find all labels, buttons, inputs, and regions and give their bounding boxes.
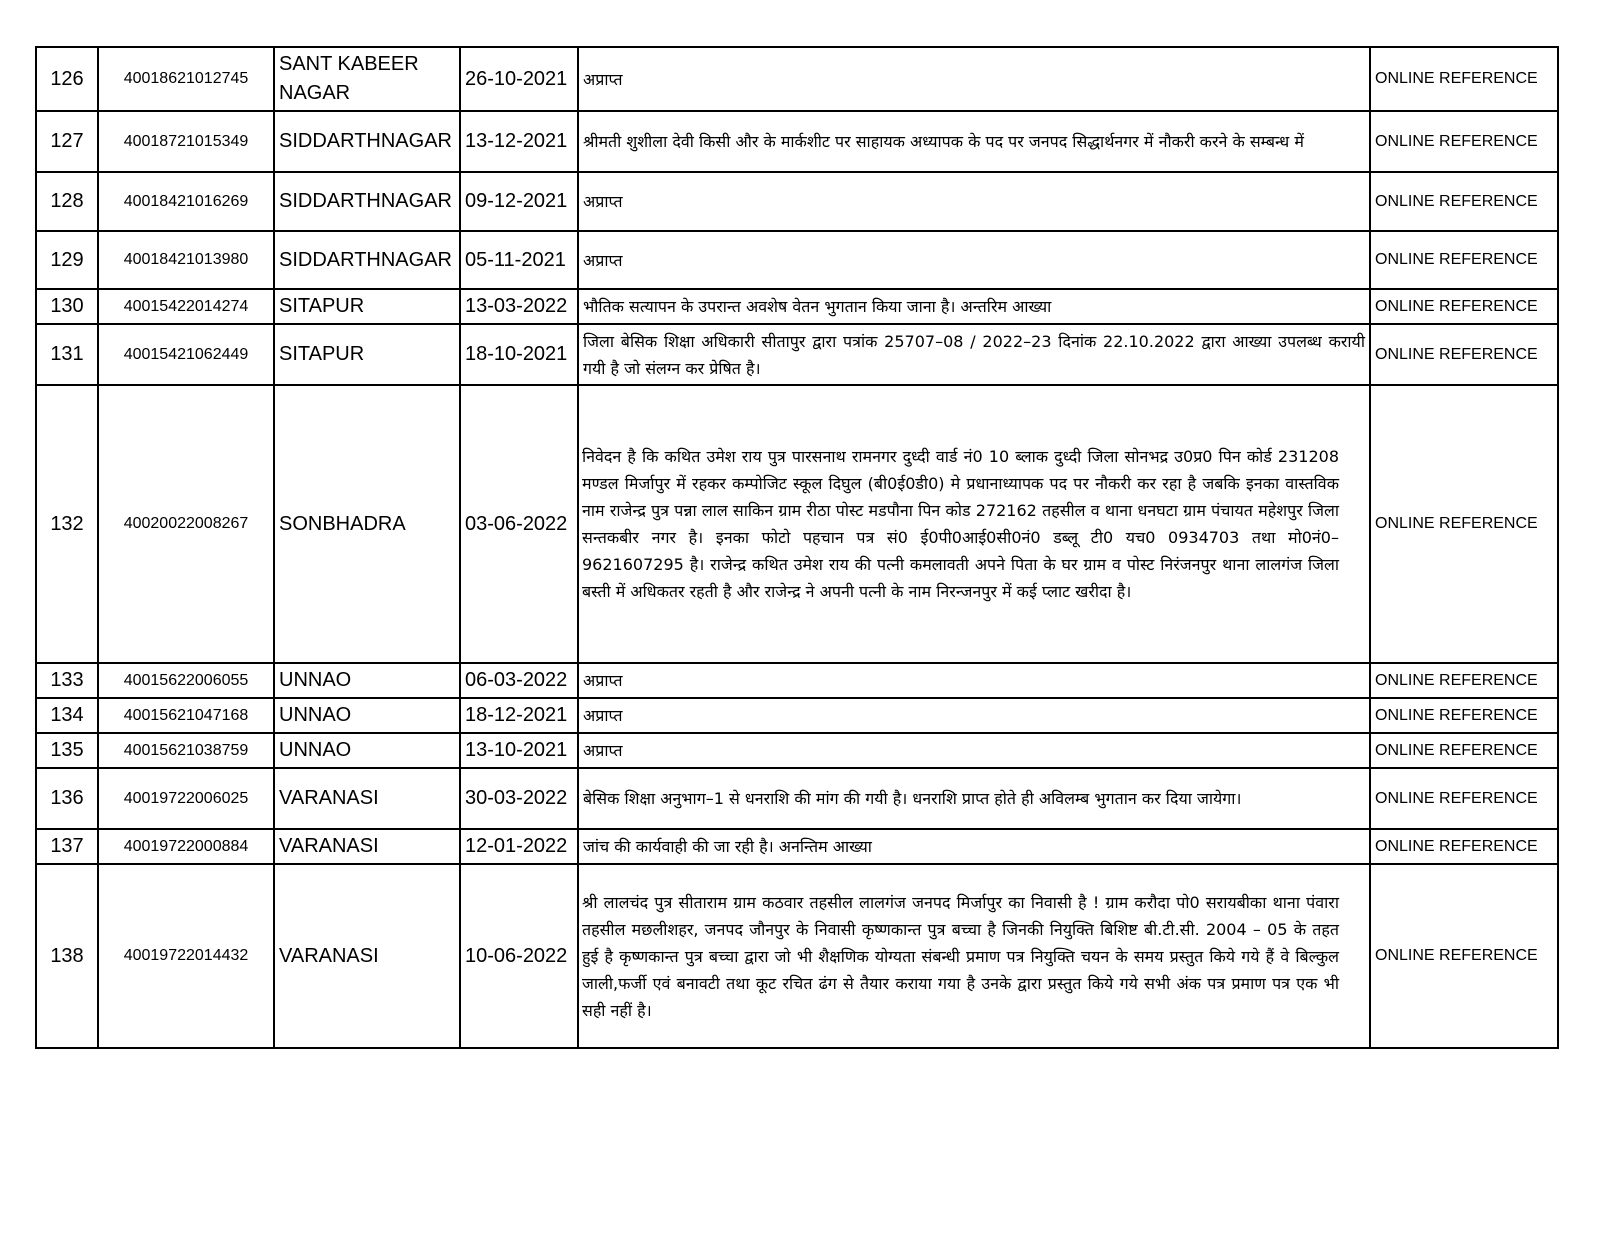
date: 13-10-2021 xyxy=(460,733,578,768)
date: 18-12-2021 xyxy=(460,698,578,733)
table-row xyxy=(36,829,1558,864)
district: SONBHADRA xyxy=(274,385,460,663)
remark: जिला बेसिक शिक्षा अधिकारी सीतापुर द्वारा पत्रांक 25707–08 / 2022–23 दिनांक 22.10.2022 द्वारा आख्या उपलब्ध करायी गयी है जो संलग्न कर प्रेषित है। xyxy=(578,324,1370,385)
remark: बेसिक शिक्षा अनुभाग–1 से धनराशि की मांग की गयी है। धनराशि प्राप्त होते ही अविलम्ब भुगतान कर दिया जायेगा। xyxy=(578,768,1370,829)
remark: भौतिक सत्यापन के उपरान्त अवशेष वेतन भुगतान किया जाना है। अन्तरिम आख्या xyxy=(578,289,1370,324)
date: 12-01-2022 xyxy=(460,829,578,864)
date: 03-06-2022 xyxy=(460,385,578,663)
date: 06-03-2022 xyxy=(460,663,578,698)
table-row xyxy=(36,289,1558,324)
table-row xyxy=(36,111,1558,172)
district: UNNAO xyxy=(274,663,460,698)
reference-number: 40015621047168 xyxy=(98,698,274,733)
table-row xyxy=(36,231,1558,289)
date: 13-12-2021 xyxy=(460,111,578,172)
district: SIDDARTHNAGAR xyxy=(274,172,460,231)
district: UNNAO xyxy=(274,733,460,768)
remark: श्रीमती शुशीला देवी किसी और के मार्कशीट पर साहायक अध्यापक के पद पर जनपद सिद्धार्थनगर में नौकरी करने के सम्बन्ध में xyxy=(578,111,1370,172)
reference-number: 40019722006025 xyxy=(98,768,274,829)
remark: श्री लालचंद पुत्र सीताराम ग्राम कठवार तहसील लालगंज जनपद मिर्जापुर का निवासी है ! ग्राम करौदा पो0 सरायबीका थाना पंवारा तहसील मछलीशहर, जनपद जौनपुर के निवासी कृष्णकान्त पुत्र बच्चा है जिनकी नियुक्ति बिशिष्ट बी.टी.सी. 2004 – 05 के तहत हुई है कृष्णकान्त पुत्र बच्चा द्वारा जो भी शैक्षणिक योग्यता संबन्धी प्रमाण पत्र नियुक्ति चयन के समय प्रस्तुत किये गये हैं वे बिल्कुल जाली,फर्जी एवं बनावटी तथा कूट रचित ढंग से तैयार कराया गया है उनके द्वारा प्रस्तुत किये गये सभी अंक पत्र प्रमाण पत्र एक भी सही नहीं है। xyxy=(578,864,1370,1048)
status: ONLINE REFERENCE xyxy=(1370,289,1558,324)
date: 05-11-2021 xyxy=(460,231,578,289)
reference-number: 40015622006055 xyxy=(98,663,274,698)
district: VARANASI xyxy=(274,768,460,829)
date: 30-03-2022 xyxy=(460,768,578,829)
district: SITAPUR xyxy=(274,289,460,324)
remark: जांच की कार्यवाही की जा रही है। अनन्तिम आख्या xyxy=(578,829,1370,864)
serial-number: 137 xyxy=(36,829,98,864)
date: 09-12-2021 xyxy=(460,172,578,231)
serial-number: 138 xyxy=(36,864,98,1048)
status: ONLINE REFERENCE xyxy=(1370,324,1558,385)
table-row xyxy=(36,663,1558,698)
remark: अप्राप्त xyxy=(578,698,1370,733)
status: ONLINE REFERENCE xyxy=(1370,231,1558,289)
status: ONLINE REFERENCE xyxy=(1370,663,1558,698)
reference-number: 40018421013980 xyxy=(98,231,274,289)
table-row xyxy=(36,698,1558,733)
district: SIDDARTHNAGAR xyxy=(274,111,460,172)
date: 13-03-2022 xyxy=(460,289,578,324)
serial-number: 128 xyxy=(36,172,98,231)
table-row xyxy=(36,324,1558,385)
serial-number: 135 xyxy=(36,733,98,768)
table-row xyxy=(36,172,1558,231)
reference-number: 40018421016269 xyxy=(98,172,274,231)
status: ONLINE REFERENCE xyxy=(1370,733,1558,768)
status: ONLINE REFERENCE xyxy=(1370,385,1558,663)
reference-number: 40019722014432 xyxy=(98,864,274,1048)
district: VARANASI xyxy=(274,864,460,1048)
district: SANT KABEER NAGAR xyxy=(274,47,460,111)
serial-number: 134 xyxy=(36,698,98,733)
district: SIDDARTHNAGAR xyxy=(274,231,460,289)
table-row xyxy=(36,733,1558,768)
reference-table xyxy=(35,46,1559,1049)
serial-number: 130 xyxy=(36,289,98,324)
date: 26-10-2021 xyxy=(460,47,578,111)
serial-number: 133 xyxy=(36,663,98,698)
reference-number: 40015621038759 xyxy=(98,733,274,768)
district: SITAPUR xyxy=(274,324,460,385)
remark: निवेदन है कि कथित उमेश राय पुत्र पारसनाथ रामनगर दुध्दी वार्ड नं0 10 ब्लाक दुध्दी जिला सोनभद्र उ0प्र0 पिन कोर्ड 231208 मण्डल मिर्जापुर में रहकर कम्पोजिट स्कूल दिघुल (बी0ई0डी0) मे प्रधानाध्यापक पद पर नौकरी कर रहा है जबकि इनका वास्तविक नाम राजेन्द्र पुत्र पन्ना लाल साकिन ग्राम रीठा पोस्ट मडपौना पिन कोड 272162 तहसील व थाना धनघटा ग्राम पंचायत महेशपुर जिला सन्तकबीर नगर है। इनका फोटो पहचान पत्र सं0 ई0पी0आई0सी0नं0 डब्लू टी0 यच0 0934703 तथा मो0नं0– 9621607295 है। राजेन्द्र कथित उमेश राय की पत्नी कमलावती अपने पिता के घर ग्राम व पोस्ट निरंजनपुर थाना लालगंज जिला बस्ती में अधिकतर रहती है और राजेन्द्र ने अपनी पत्नी के नाम निरन्जनपुर में कई प्लाट खरीदा है। xyxy=(578,385,1370,663)
remark: अप्राप्त xyxy=(578,663,1370,698)
table-row xyxy=(36,864,1558,1048)
remark: अप्राप्त xyxy=(578,231,1370,289)
status: ONLINE REFERENCE xyxy=(1370,864,1558,1048)
status: ONLINE REFERENCE xyxy=(1370,111,1558,172)
status: ONLINE REFERENCE xyxy=(1370,829,1558,864)
remark: अप्राप्त xyxy=(578,172,1370,231)
status: ONLINE REFERENCE xyxy=(1370,172,1558,231)
reference-number: 40015422014274 xyxy=(98,289,274,324)
status: ONLINE REFERENCE xyxy=(1370,47,1558,111)
reference-number: 40018621012745 xyxy=(98,47,274,111)
serial-number: 132 xyxy=(36,385,98,663)
remark: अप्राप्त xyxy=(578,733,1370,768)
reference-number: 40015421062449 xyxy=(98,324,274,385)
table-row xyxy=(36,768,1558,829)
reference-number: 40019722000884 xyxy=(98,829,274,864)
serial-number: 131 xyxy=(36,324,98,385)
status: ONLINE REFERENCE xyxy=(1370,768,1558,829)
serial-number: 126 xyxy=(36,47,98,111)
table-row xyxy=(36,47,1558,111)
reference-number: 40020022008267 xyxy=(98,385,274,663)
serial-number: 127 xyxy=(36,111,98,172)
serial-number: 129 xyxy=(36,231,98,289)
status: ONLINE REFERENCE xyxy=(1370,698,1558,733)
date: 10-06-2022 xyxy=(460,864,578,1048)
district: VARANASI xyxy=(274,829,460,864)
reference-number: 40018721015349 xyxy=(98,111,274,172)
date: 18-10-2021 xyxy=(460,324,578,385)
remark: अप्राप्त xyxy=(578,47,1370,111)
district: UNNAO xyxy=(274,698,460,733)
serial-number: 136 xyxy=(36,768,98,829)
table-row xyxy=(36,385,1558,663)
